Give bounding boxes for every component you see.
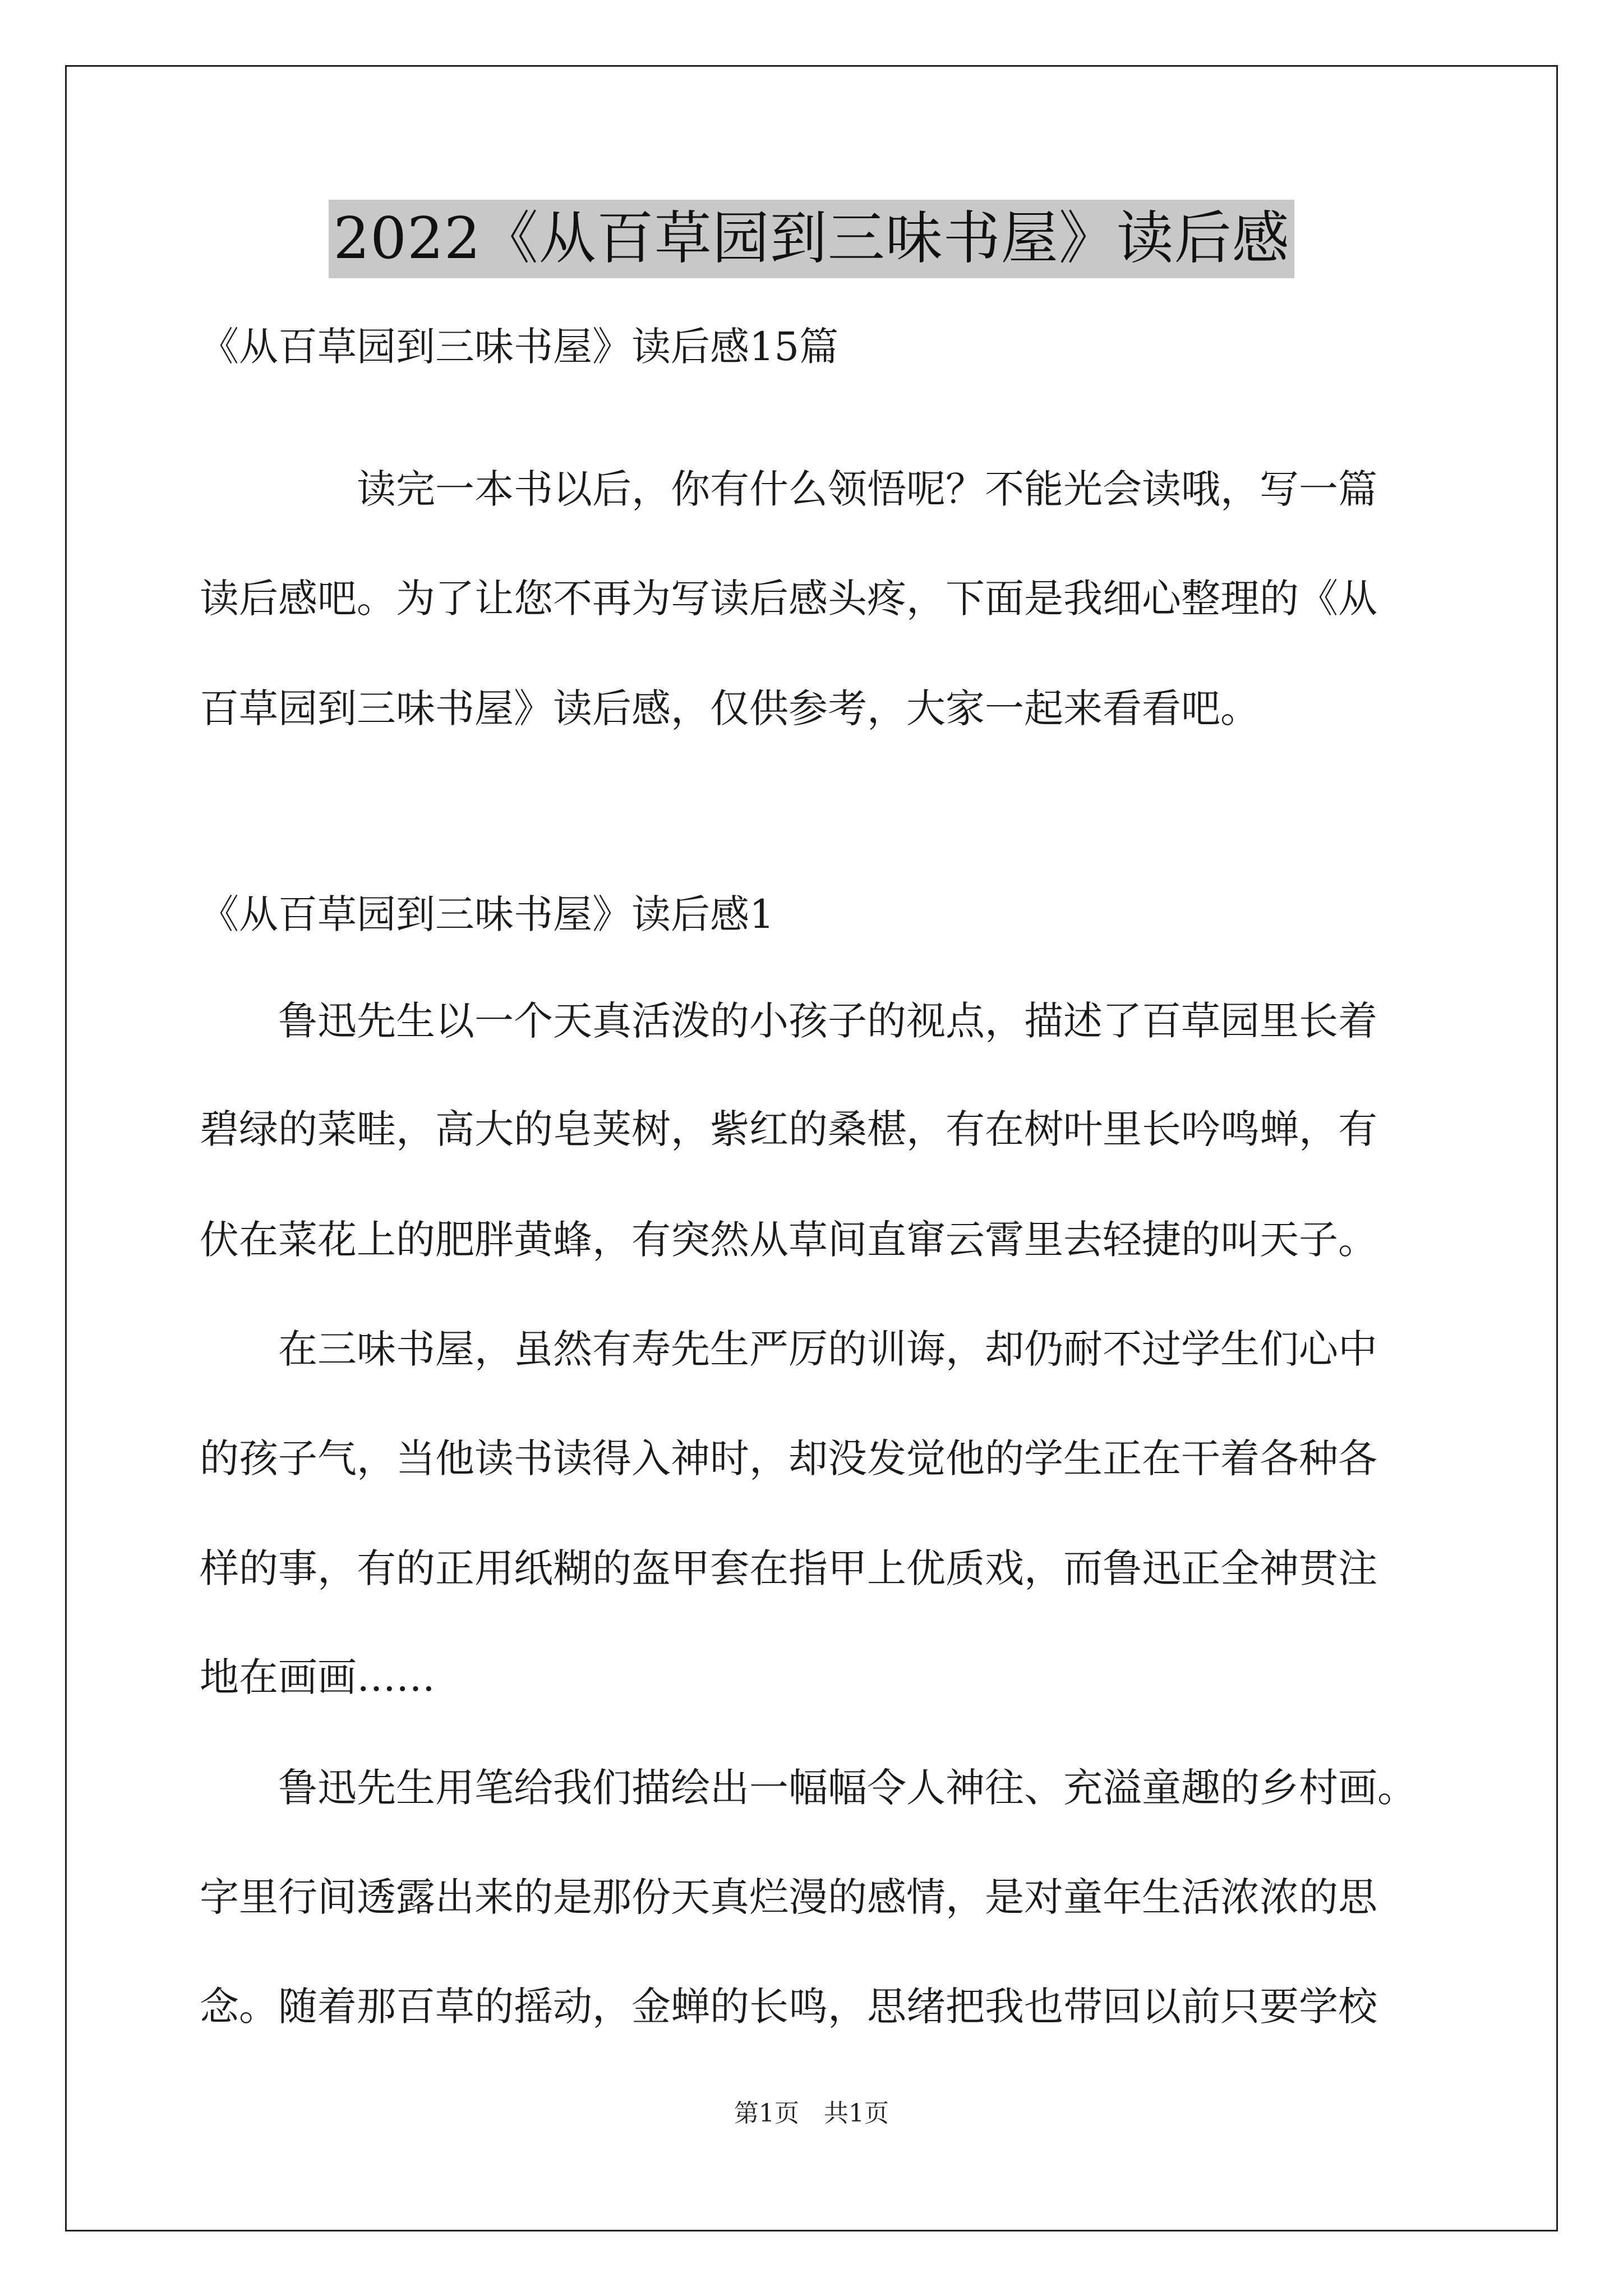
title-wrap	[0, 200, 1623, 278]
intro-line: 读完一本书以后，你有什么领悟呢？不能光会读哦，写一篇	[357, 466, 1377, 512]
paragraph-line: 鲁迅先生用笔给我们描绘出一幅幅令人神往、充溢童趣的乡村画。	[278, 1765, 1417, 1811]
page-footer: 第1页 共1页	[734, 2099, 889, 2128]
paragraph-line: 碧绿的菜畦，高大的皂荚树，紫红的桑椹，有在树叶里长吟鸣蝉，有	[200, 1106, 1377, 1152]
intro-line: 百草园到三味书屋》读后感，仅供参考，大家一起来看看吧。	[200, 685, 1260, 731]
document-title: 2022《从百草园到三味书屋》读后感	[329, 200, 1294, 278]
subtitle: 《从百草园到三味书屋》读后感15篇	[200, 324, 839, 370]
paragraph-line: 鲁迅先生以一个天真活泼的小孩子的视点，描述了百草园里长着	[278, 998, 1377, 1044]
intro-line: 读后感吧。为了让您不再为写读后感头疼，下面是我细心整理的《从	[200, 576, 1377, 622]
paragraph-line: 字里行间透露出来的是那份天真烂漫的感情，是对童年生活浓浓的思	[200, 1874, 1377, 1920]
paragraph-line: 念。随着那百草的摇动，金蝉的长鸣，思绪把我也带回以前只要学校	[200, 1984, 1377, 2030]
paragraph-line: 地在画画……	[200, 1654, 435, 1700]
paragraph-line: 伏在菜花上的肥胖黄蜂，有突然从草间直窜云霄里去轻捷的叫天子。	[200, 1217, 1377, 1263]
paragraph-line: 样的事，有的正用纸糊的盔甲套在指甲上优质戏，而鲁迅正全神贯注	[200, 1545, 1377, 1591]
section-heading: 《从百草园到三味书屋》读后感1	[200, 891, 774, 937]
paragraph-line: 的孩子气，当他读书读得入神时，却没发觉他的学生正在干着各种各	[200, 1435, 1377, 1481]
paragraph-line: 在三味书屋，虽然有寿先生严厉的训诲，却仍耐不过学生们心中	[278, 1326, 1377, 1372]
